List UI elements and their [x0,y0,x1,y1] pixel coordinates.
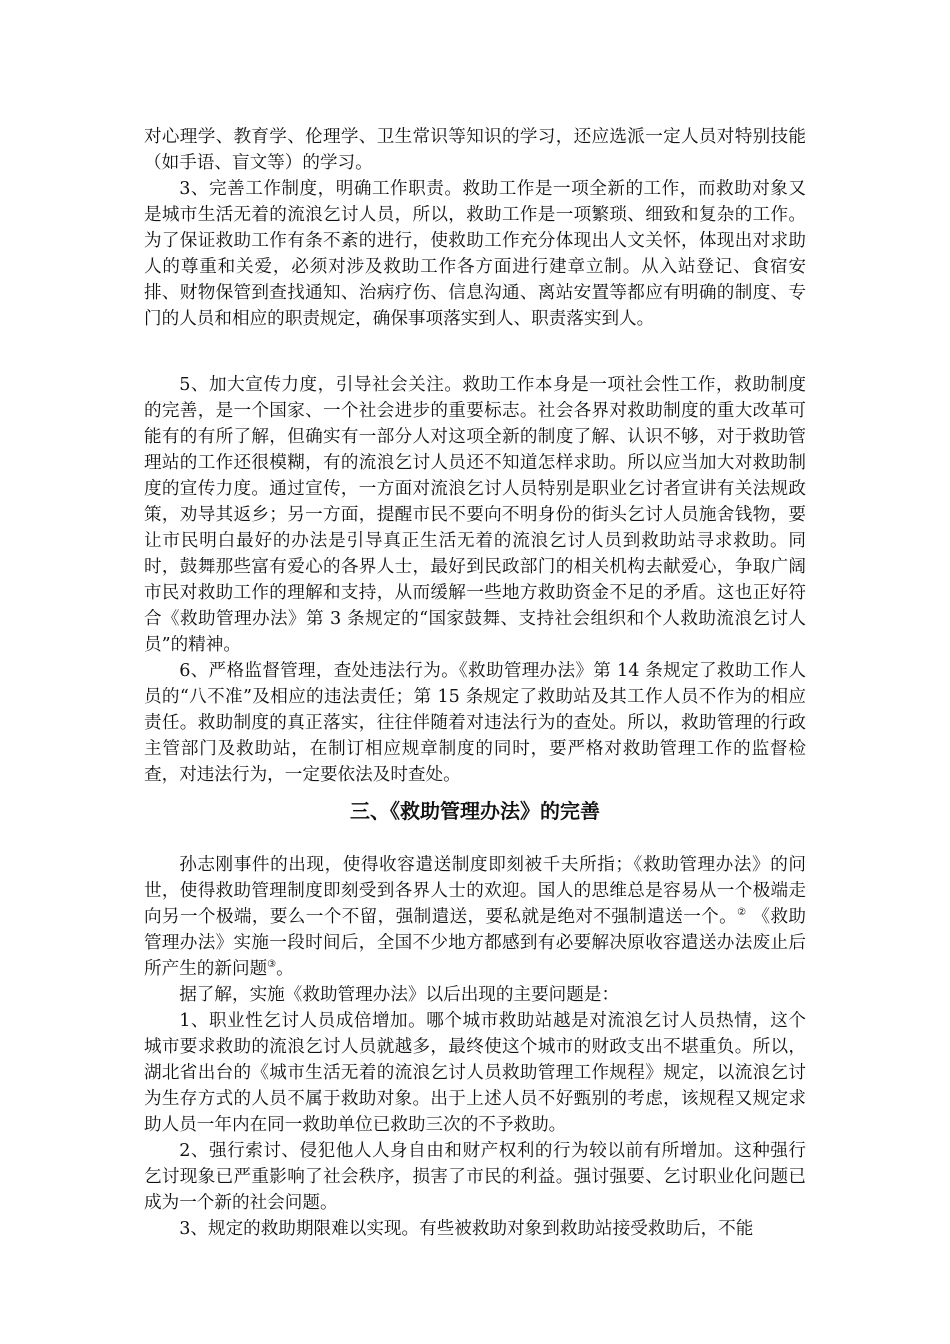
paragraph: 3、规定的救助期限难以实现。有些被救助对象到救助站接受救助后，不能 [179,1219,754,1239]
paragraph-text: 《救助管理办法》实施一段时间后，全国不少地方都感到有必要解决原收容遣送办法废止后所产生的新问题 [144,907,807,979]
footnote-ref[interactable]: ③ [267,959,277,971]
paragraph [144,852,806,982]
paragraph: 2、强行索讨、侵犯他人人身自由和财产权利的行为较以前有所增加。这种强行乞讨现象已严重影响了社会秩序，损害了市民的利益。强讨强要、乞讨职业化问题已成为一个新的社会问题。 [144,1141,806,1213]
paragraph-text: 。 [276,959,294,979]
text-block-2 [144,372,806,788]
paragraph: 3、完善工作制度，明确工作职责。救助工作是一项全新的工作，而救助对象又是城市生活无着的流浪乞讨人员，所以，救助工作是一项繁琐、细致和复杂的工作。为了保证救助工作有条不紊的进行，使救助工作充分体现出人文关怀，体现出对求助人的尊重和关爱，必须对涉及救助工作各方面进行建章立制。从入站登记、食宿安排、财物保管到查找通知、治病疗伤、信息沟通、离站安置等都应有明确的制度、专门的人员和相应的职责规定，确保事项落实到人、职责落实到人。 [144,179,806,329]
paragraph: 1、职业性乞讨人员成倍增加。哪个城市救助站越是对流浪乞讨人员热情，这个城市要求救助的流浪乞讨人员就越多，最终使这个城市的财政支出不堪重负。所以，湖北省出台的《城市生活无着的流浪乞讨人员救助管理工作规程》规定，以流浪乞讨为生存方式的人员不属于救助对象。出于上述人员不好甄别的考虑，该规程又规定求助人员一年内在同一救助单位已救助三次的不予救助。 [144,1011,806,1135]
paragraph: 据了解，实施《救助管理办法》以后出现的主要问题是： [179,985,620,1005]
text-block-3 [144,852,806,1242]
paragraph-text: 孙志刚事件的出现，使得收容遣送制度即刻被千夫所指；《救助管理办法》的问世，使得救助管理制度即刻受到各界人士的欢迎。国人的思维总是容易从一个极端走向另一个极端，要么一个不留，强制遣送，要私就是绝对不强制遣送一个。 [144,855,806,927]
paragraph: 6、严格监督管理，查处违法行为。《救助管理办法》第 14 条规定了救助工作人员的“八不准”及相应的违法责任；第 15 条规定了救助站及其工作人员不作为的相应责任。救助制度的真正落实，往往伴随着对违法行为的查处。所以，救助管理的行政主管部门及救助站，在制订相应规章制度的同时，要严格对救助管理工作的监督检查，对违法行为，一定要依法及时查处。 [144,661,806,785]
section-heading: 三、《救助管理办法》的完善 [350,799,600,823]
paragraph: 5、加大宣传力度，引导社会关注。救助工作本身是一项社会性工作，救助制度的完善，是一个国家、一个社会进步的重要标志。社会各界对救助制度的重大改革可能有的有所了解，但确实有一部分人对这项全新的制度了解、认识不够，对于救助管理站的工作还很模糊，有的流浪乞讨人员还不知道怎样求助。所以应当加大对救助制度的宣传力度。通过宣传，一方面对流浪乞讨人员特别是职业乞讨者宣讲有关法规政策，劝导其返乡；另一方面，提醒市民不要向不明身份的街头乞讨人员施舍钱物，要让市民明白最好的办法是引导真正生活无着的流浪乞讨人员到救助站寻求救助。同时，鼓舞那些富有爱心的各界人士，最好到民政部门的相关机构去献爱心，争取广阔市民对救助工作的理解和支持，从而缓解一些地方救助资金不足的矛盾。这也正好符合《救助管理办法》第 3 条规定的“国家鼓舞、支持社会组织和个人救助流浪乞讨人员”的精神。 [144,375,806,655]
text-block-1 [144,124,806,332]
paragraph: 对心理学、教育学、伦理学、卫生常识等知识的学习，还应选派一定人员对特别技能（如手语、盲文等）的学习。 [144,127,806,173]
footnote-ref[interactable]: ② [737,907,747,919]
